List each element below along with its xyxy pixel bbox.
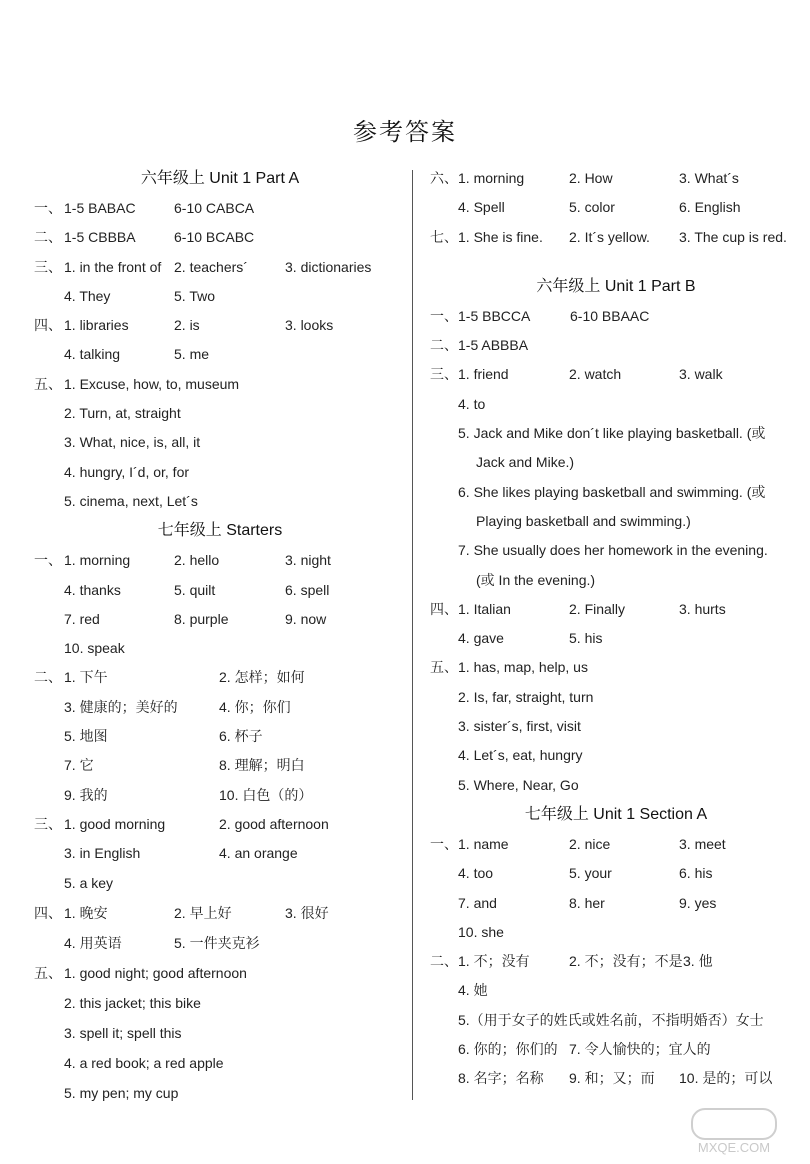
answer-row (34, 605, 406, 634)
answer: 4. a red book; a red apple (64, 1054, 224, 1071)
answer: 4. too (458, 865, 494, 882)
answer-row (34, 458, 406, 487)
answer-row (34, 399, 406, 428)
page-title: 参考答案 (353, 118, 457, 146)
answer-row (34, 898, 406, 928)
answer: 2. Is, far, straight, turn (458, 688, 594, 705)
answer: 4. Spell (458, 199, 505, 216)
answer: 8. purple (174, 610, 229, 627)
answer: 3. The cup is red. (679, 228, 787, 245)
answer: 4. 你；你们 (219, 698, 291, 715)
answer: 4. talking (64, 346, 121, 363)
answer-row (430, 830, 802, 859)
answer: 1. morning (458, 170, 525, 186)
answer: 5. color (569, 199, 615, 216)
answer: 2. Finally (569, 600, 626, 617)
answer-row (34, 223, 406, 252)
answer: 5. cinema, next, Let´s (64, 492, 198, 509)
answer: 8. her (569, 894, 605, 911)
answer-row (34, 194, 406, 223)
answer-row (430, 889, 802, 918)
answer-row (430, 771, 802, 800)
answer-row (34, 428, 406, 457)
answer: 6. his (679, 865, 713, 882)
question-number: 三、 (34, 815, 62, 832)
answer-row (430, 624, 802, 653)
answer: 3. spell it; spell this (64, 1024, 182, 1041)
answer: 1. morning (64, 552, 131, 569)
question-number: 二、 (430, 337, 458, 354)
answer-row (430, 331, 802, 360)
question-number: 四、 (34, 317, 62, 334)
question-number: 五、 (34, 964, 62, 981)
answer: 6. 你的；你们的 (458, 1041, 558, 1058)
answer-row (430, 947, 802, 976)
right-column (430, 164, 802, 1094)
left-column (34, 164, 406, 1108)
answer: 7. 令人愉快的；宜人的 (569, 1041, 711, 1058)
answer-row (430, 448, 802, 477)
answer-row (430, 1006, 802, 1035)
answer: 2. watch (569, 366, 622, 383)
answer: 5. quilt (174, 581, 216, 598)
answer: 8. 理解；明白 (219, 757, 305, 774)
answer-row (34, 546, 406, 575)
answer-row (430, 653, 802, 682)
question-number: 四、 (34, 904, 62, 921)
answer-row (34, 928, 406, 958)
answer: 4. gave (458, 630, 504, 647)
answer-row (34, 634, 406, 663)
answer-row (34, 839, 406, 868)
answer-row (34, 693, 406, 722)
answer: 3. What´s (679, 170, 739, 186)
answer-row (34, 810, 406, 839)
answer-row (430, 164, 802, 193)
answer: 3. 很好 (285, 904, 329, 921)
answer-row (430, 419, 802, 448)
answer: 6. She likes playing basketball and swimming. (或 (458, 483, 766, 500)
question-number: 三、 (430, 366, 458, 383)
answer: 3. sister´s, first, visit (458, 718, 581, 735)
answer: 6. 杯子 (219, 728, 263, 745)
answer-row (34, 1018, 406, 1048)
answer: 3. in English (64, 845, 141, 862)
answer-row (34, 751, 406, 780)
answer: 6-10 CABCA (174, 200, 255, 216)
answer-row (430, 302, 802, 331)
answer-row (34, 958, 406, 988)
answer: 10. 白色（的） (219, 786, 313, 803)
answer: 5. my pen; my cup (64, 1084, 179, 1101)
answer: 9. 我的 (64, 786, 108, 803)
answer: 3. dictionaries (285, 258, 372, 275)
answer-row (430, 1035, 802, 1064)
answer-row (430, 193, 802, 222)
answer: 3. night (285, 552, 331, 569)
answer: 4. 她 (458, 982, 488, 999)
question-number: 五、 (430, 659, 458, 676)
answer: 7. 它 (64, 757, 94, 774)
question-number: 六、 (430, 170, 458, 186)
answer: 2. It´s yellow. (569, 228, 650, 245)
answer: 1. good morning (64, 815, 166, 832)
answer: Playing basketball and swimming.) (476, 512, 691, 529)
answer: 5. Jack and Mike don´t like playing basketball. (或 (458, 425, 766, 442)
answer-row (430, 918, 802, 947)
answer-row (34, 1048, 406, 1078)
answer: 9. now (285, 610, 327, 627)
answer-row (430, 683, 802, 712)
answer: 1. in the front of (64, 258, 162, 275)
answer: 1. Italian (458, 600, 511, 617)
answer: 1. friend (458, 366, 509, 383)
answer: 2. 怎样；如何 (219, 669, 305, 686)
answer: 3. What, nice, is, all, it (64, 434, 201, 451)
answer-row (34, 781, 406, 810)
answer: 3. meet (679, 835, 726, 852)
answer: 7. red (64, 610, 100, 627)
question-number: 二、 (34, 229, 62, 246)
answer: 4. thanks (64, 581, 121, 598)
answer: 1-5 ABBBA (458, 337, 529, 354)
section-heading: 六年级上 Unit 1 Part B (536, 277, 696, 295)
answer: 9. yes (679, 894, 717, 911)
section-heading: 七年级上 Starters (157, 522, 283, 540)
section-heading: 六年级上 Unit 1 Part A (140, 170, 300, 187)
answer-row (430, 595, 802, 624)
answer-row (430, 741, 802, 770)
question-number: 一、 (430, 307, 458, 324)
answer: 6. English (679, 199, 741, 216)
answer: 2. nice (569, 835, 611, 852)
watermark-text: MXQE.COM (697, 1140, 771, 1155)
answer: 2. is (174, 317, 200, 334)
answer: 5. me (174, 346, 210, 363)
answer: Jack and Mike.) (476, 454, 575, 471)
answer: 6. spell (285, 581, 330, 598)
answer-row (34, 1078, 406, 1108)
answer: (或 In the evening.) (476, 571, 596, 588)
question-number: 四、 (430, 600, 458, 617)
answer: 4. hungry, I´d, or, for (64, 463, 190, 480)
answer-row (34, 370, 406, 399)
answer: 1. 不；没有 (458, 953, 530, 970)
answer: 1-5 CBBBA (64, 229, 136, 246)
answer: 2. good afternoon (219, 815, 329, 832)
answer: 8. 名字；名称 (458, 1070, 544, 1087)
answer: 2. 不；没有；不是 (569, 953, 683, 970)
section-heading: 七年级上 Unit 1 Section A (524, 805, 708, 823)
answer-row (34, 282, 406, 311)
answer-row (430, 859, 802, 888)
answer: 3. walk (679, 366, 723, 383)
answer: 5. 地图 (64, 728, 108, 745)
answer-row (34, 311, 406, 340)
answer: 10. she (458, 923, 504, 940)
question-number: 一、 (34, 552, 62, 569)
answer-row (430, 507, 802, 536)
answer-row (430, 360, 802, 389)
answer: 5. his (569, 630, 603, 647)
question-number: 三、 (34, 258, 62, 275)
answer: 2. How (569, 170, 613, 186)
answer: 4. They (64, 287, 111, 304)
question-number: 二、 (430, 953, 458, 970)
answer: 3. 他 (683, 953, 713, 970)
answer: 3. 健康的；美好的 (64, 698, 178, 715)
answer: 1. 晚安 (64, 904, 108, 921)
question-number: 一、 (430, 835, 458, 852)
answer: 5. your (569, 865, 612, 882)
answer: 1-5 BBCCA (458, 307, 531, 324)
answer: 3. hurts (679, 600, 726, 617)
answer: 1. Excuse, how, to, museum (64, 375, 240, 392)
answer-row (34, 663, 406, 692)
answer: 3. looks (285, 317, 334, 334)
answer-row (34, 576, 406, 605)
answer: 2. Turn, at, straight (64, 405, 181, 422)
answer: 2. hello (174, 552, 220, 569)
answer: 6-10 BBAAC (570, 307, 650, 324)
answer: 10. speak (64, 640, 125, 657)
answer: 1. libraries (64, 317, 129, 334)
answer-row (34, 340, 406, 369)
answer: 5. Two (174, 287, 215, 304)
answer-row (430, 1064, 802, 1093)
answer-row (34, 722, 406, 751)
answer: 7. She usually does her homework in the evening. (458, 542, 768, 559)
answer: 1. good night; good afternoon (64, 964, 247, 981)
answer: 6-10 BCABC (174, 229, 255, 246)
answer: 4. to (458, 395, 486, 412)
answer-row (34, 869, 406, 898)
question-number: 五、 (34, 375, 62, 392)
answer-row (430, 536, 802, 565)
answer: 4. 用英语 (64, 934, 122, 951)
answer: 1. has, map, help, us (458, 659, 588, 676)
answer: 7. and (458, 894, 497, 911)
answer: 2. 早上好 (174, 904, 232, 921)
answer: 1. She is fine. (458, 228, 543, 245)
answer: 5. 一件夹克衫 (174, 934, 260, 951)
question-number: 二、 (34, 669, 62, 686)
answer: 9. 和；又；而 (569, 1070, 655, 1087)
answer: 10. 是的；可以 (679, 1070, 773, 1087)
answer: 2. teachers´ (174, 258, 248, 275)
answer: 4. Let´s, eat, hungry (458, 747, 583, 764)
answer: 5. a key (64, 874, 114, 891)
answer-row (34, 253, 406, 282)
answer-row (430, 223, 802, 252)
answer-row (34, 988, 406, 1018)
answer: 4. an orange (219, 845, 298, 862)
question-number: 一、 (34, 200, 62, 216)
answer: 1. 下午 (64, 669, 108, 686)
watermark-logo-icon (691, 1108, 777, 1140)
answer-row (34, 487, 406, 516)
answer: 1. name (458, 835, 509, 852)
answer-row (430, 478, 802, 507)
answer-row (430, 390, 802, 419)
answer: 5. Where, Near, Go (458, 776, 579, 793)
question-number: 七、 (430, 228, 458, 245)
answer: 2. this jacket; this bike (64, 994, 201, 1011)
answer-row (430, 712, 802, 741)
watermark (674, 1108, 794, 1156)
answer: 5.（用于女子的姓氏或姓名前，不指明婚否）女士 (458, 1011, 764, 1028)
answer: 1-5 BABAC (64, 200, 136, 216)
answer-row (430, 976, 802, 1005)
column-divider (412, 170, 413, 1100)
answer-row (430, 566, 802, 595)
